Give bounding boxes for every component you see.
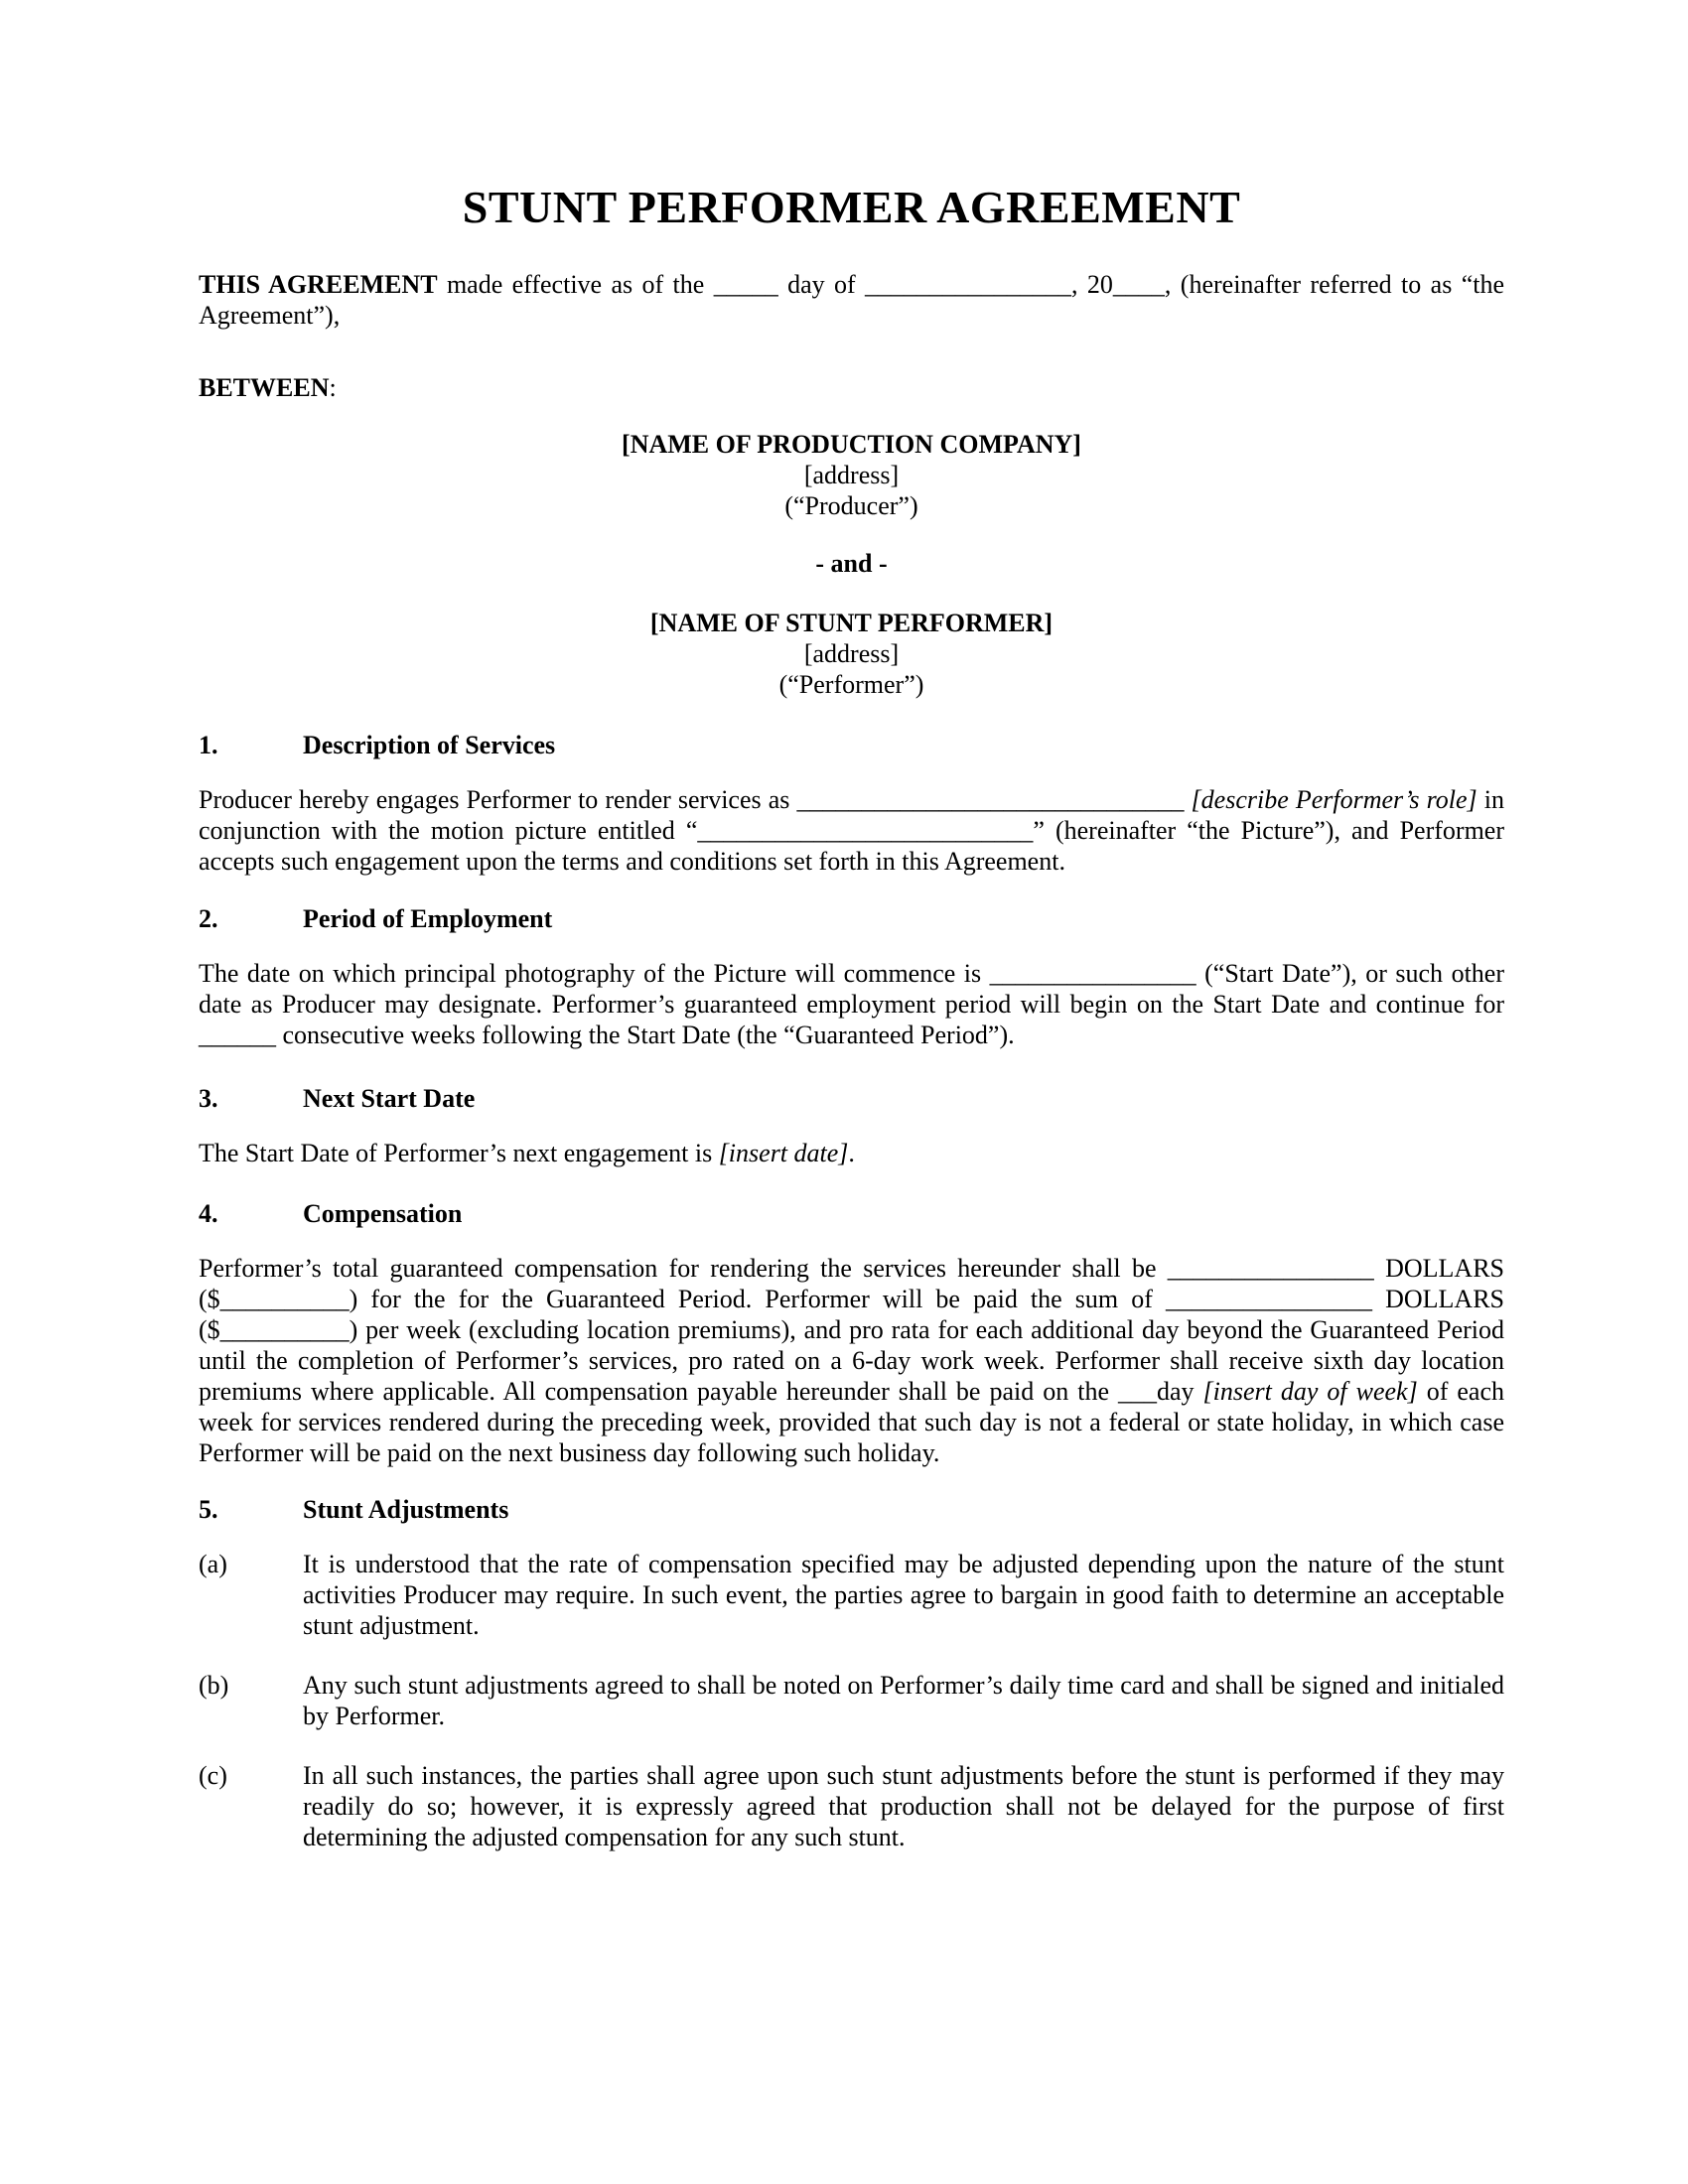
section-2-heading — [199, 903, 1504, 934]
section-4-seg-1: [insert day of week] — [1202, 1377, 1418, 1406]
producer-party-block — [199, 429, 1504, 521]
clause-b — [199, 1670, 1504, 1731]
section-3-seg-1: [insert date] — [718, 1139, 849, 1167]
performer-alias: (“Performer”) — [778, 670, 924, 699]
clause-c-text: In all such instances, the parties shall agree upon such stunt adjustments before the stunt is performed if they may readily do so; however, it is expressly agreed that production shall not be delayed for the purpose of first determining the adjusted compensation for any such stunt. — [303, 1761, 1504, 1851]
section-1-title: Description of Services — [303, 731, 556, 759]
section-4-title: Compensation — [303, 1199, 463, 1228]
clause-c-label: (c) — [199, 1761, 227, 1790]
section-3-paragraph — [199, 1138, 1504, 1168]
section-1-seg-1: [describe Performer’s role] — [1191, 785, 1477, 814]
section-5-number: 5. — [199, 1495, 218, 1524]
section-4-heading — [199, 1198, 1504, 1229]
between-colon: : — [329, 373, 337, 402]
section-3-seg-0: The Start Date of Performer’s next engagement is — [199, 1139, 719, 1167]
producer-address: [address] — [803, 461, 900, 489]
between-word: BETWEEN — [199, 373, 330, 402]
section-1-number: 1. — [199, 731, 218, 759]
performer-name: [NAME OF STUNT PERFORMER] — [649, 609, 1054, 637]
document-title: STUNT PERFORMER AGREEMENT — [462, 182, 1241, 232]
section-3-heading — [199, 1083, 1504, 1114]
producer-name: [NAME OF PRODUCTION COMPANY] — [622, 430, 1081, 459]
section-1-paragraph — [199, 784, 1504, 877]
performer-party-block — [199, 608, 1504, 700]
section-3-number: 3. — [199, 1084, 218, 1113]
clause-b-label: (b) — [199, 1671, 229, 1700]
section-4-number: 4. — [199, 1199, 218, 1228]
section-4-paragraph — [199, 1253, 1504, 1468]
section-1-seg-0: Producer hereby engages Performer to render services as ______________________________ — [199, 785, 1192, 814]
section-5-heading — [199, 1494, 1504, 1525]
and-separator: - and - — [815, 549, 888, 578]
preamble-text: made effective as of the _____ day of ________________, 20____, (hereinafter referred to as “the Agreement”), — [199, 270, 1505, 330]
clause-a-text: It is understood that the rate of compensation specified may be adjusted depending upon the nature of the stunt activities Producer may require. In such event, the parties agree to bargain in good faith to determine an acceptable stunt adjustment. — [303, 1550, 1504, 1640]
clause-b-text: Any such stunt adjustments agreed to shall be noted on Performer’s daily time card and shall be signed and initialed by Performer. — [303, 1671, 1504, 1730]
section-4-seg-0: Performer’s total guaranteed compensation for rendering the services hereunder shall be ________________ DOLLARS ($__________) for the for the Guaranteed Period. Performer will be paid the sum of ________________ DOLLARS ($__________) per week (excluding location premiums), and pro rata for each additional day beyond the Guaranteed Period until the completion of Performer’s services, pro rated on a 6-day work week. Performer shall receive sixth day location premiums where applicable. All compensation payable hereunder shall be paid on the ___day — [199, 1254, 1504, 1406]
preamble-paragraph — [199, 269, 1504, 331]
performer-address: [address] — [803, 639, 900, 668]
clause-a-label: (a) — [199, 1550, 227, 1578]
section-5-title: Stunt Adjustments — [303, 1495, 509, 1524]
section-3-seg-2: . — [848, 1139, 855, 1167]
clause-c — [199, 1760, 1504, 1852]
clause-a — [199, 1549, 1504, 1641]
section-1-heading — [199, 730, 1504, 760]
section-3-title: Next Start Date — [303, 1084, 476, 1113]
producer-alias: (“Producer”) — [784, 491, 918, 520]
preamble-lead-in: THIS AGREEMENT — [199, 270, 438, 299]
section-2-paragraph — [199, 958, 1504, 1050]
between-label — [199, 372, 1504, 403]
section-2-seg-0: The date on which principal photography of the Picture will commence is ________________ (“Start Date”), or such other date as Producer may designate. Performer’s guaranteed employment period will begin on the Start Date and continue for ______ consecutive weeks following the Start Date (the “Guaranteed Period”). — [199, 959, 1504, 1049]
section-2-title: Period of Employment — [303, 904, 553, 933]
section-4-seg-2: of each week for services rendered during the preceding week, provided that such day is not a federal or state holiday, in which case Performer will be paid on the next business day following such holiday. — [199, 1377, 1504, 1467]
section-2-number: 2. — [199, 904, 218, 933]
section-1-seg-2: in conjunction with the motion picture entitled “__________________________” (hereinafter “the Picture”), and Performer accepts such engagement upon the terms and conditions set forth in this Agreement. — [199, 785, 1504, 876]
